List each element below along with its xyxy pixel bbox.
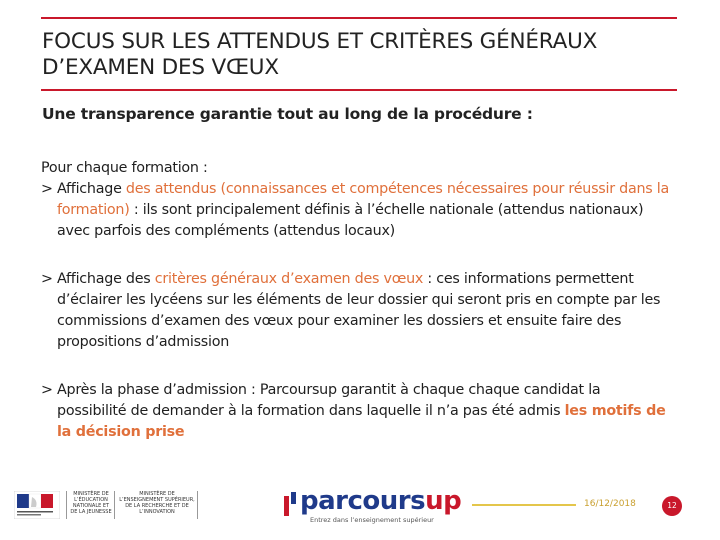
slide-title	[42, 29, 682, 81]
slide-title-line2: D’EXAMEN DES VŒUX	[42, 55, 279, 80]
ministry-education-label: MINISTÈRE DE L’ÉDUCATION NATIONALE ET DE LA JEUNESSE	[66, 491, 113, 519]
slide-footer	[0, 484, 720, 540]
parcoursup-word-a: parcours	[300, 486, 426, 516]
parcoursup-wordmark	[300, 486, 461, 516]
bullet-attendus-highlight: des attendus (connaissances et compétences nécessaires pour réussir dans la formation)	[57, 181, 670, 218]
bullet-motifs-pre: Après la phase d’admission : Parcoursup garantit à chaque chaque candidat la possibilité de demander à la formation dans laquelle il n’a pas été admis	[57, 382, 601, 419]
slide-subtitle: Une transparence garantie tout au long de la procédure :	[42, 105, 533, 123]
marianne-logo	[14, 491, 60, 519]
parcoursup-logo	[282, 486, 462, 526]
parcoursup-word-b: up	[425, 486, 462, 516]
bullet-criteres-pre: Affichage des	[57, 271, 155, 287]
bullet-criteres-highlight: critères généraux d’examen des vœux	[154, 271, 424, 287]
parcoursup-tagline: Entrez dans l’enseignement supérieur	[310, 516, 434, 524]
bullet-criteres-post: : ces informations permettent d’éclairer les lycéens sur les éléments de leur dossier qui seront pris en compte par les commissions d’examen des vœux pour examiner les dossiers et ensuite faire des propositions d’admission	[57, 271, 661, 350]
bullet-attendus	[41, 179, 673, 242]
ministry-higher-ed-label: MINISTÈRE DE L’ENSEIGNEMENT SUPÉRIEUR, DE LA RECHERCHE ET DE L’INNOVATION	[114, 491, 198, 519]
bullet-motifs-highlight: les motifs de la décision prise	[57, 403, 666, 440]
footer-divider-line	[472, 504, 576, 506]
bullet-mark: >	[41, 271, 53, 287]
bullet-mark: >	[41, 181, 53, 197]
bullet-attendus-post: : ils sont principalement définis à l’échelle nationale (attendus nationaux) avec parfois des compléments (attendus locaux)	[57, 202, 644, 239]
bullet-motifs	[41, 380, 673, 443]
slide-body	[41, 158, 673, 443]
bullet-mark: >	[41, 382, 53, 398]
intro-text: Pour chaque formation :	[41, 160, 208, 176]
slide-date: 16/12/2018	[584, 499, 636, 509]
bullet-attendus-pre: Affichage	[57, 181, 126, 197]
page-number-badge: 12	[662, 496, 682, 516]
title-top-rule	[41, 17, 677, 19]
slide-title-line1: FOCUS SUR LES ATTENDUS ET CRITÈRES GÉNÉRAUX	[42, 29, 598, 54]
parcoursup-mark-icon	[282, 490, 300, 518]
bullet-criteres	[41, 269, 673, 353]
title-bottom-rule	[41, 89, 677, 91]
